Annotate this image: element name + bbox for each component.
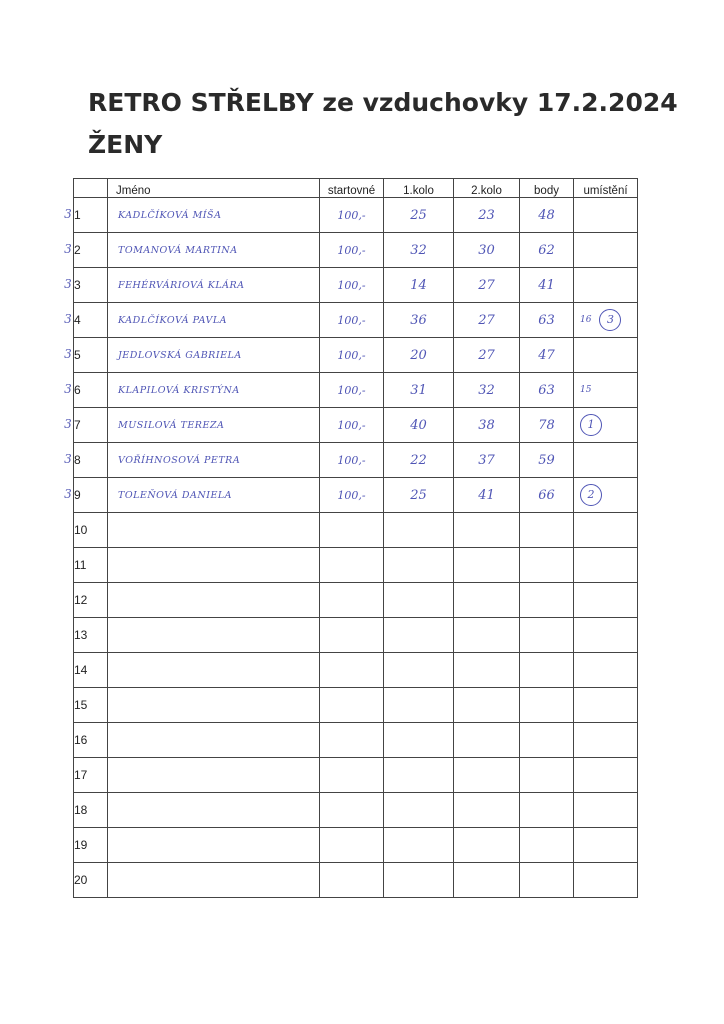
row-number: 15 <box>74 688 108 723</box>
round2-cell <box>454 618 520 653</box>
table-row <box>74 443 638 478</box>
name-cell: TOMANOVÁ MARTINA <box>108 233 320 268</box>
place-cell <box>574 198 638 233</box>
col-header-points: body <box>520 179 574 198</box>
paid-tick-mark: 3 <box>64 312 72 326</box>
fee-cell: 100,- <box>320 373 384 408</box>
paid-tick-mark: 3 <box>64 382 72 396</box>
round2-cell: 27 <box>454 303 520 338</box>
row-number: 2 <box>74 233 108 268</box>
row-number: 9 <box>74 478 108 513</box>
category-title: ŽENY <box>88 130 163 159</box>
table-row <box>74 478 638 513</box>
col-header-number <box>74 179 108 198</box>
points-cell <box>520 688 574 723</box>
fee-cell: 100,- <box>320 408 384 443</box>
round2-cell <box>454 723 520 758</box>
row-number: 11 <box>74 548 108 583</box>
paid-tick-mark: 3 <box>64 417 72 431</box>
name-cell <box>108 828 320 863</box>
row-number: 8 <box>74 443 108 478</box>
name-cell <box>108 723 320 758</box>
round1-cell: 14 <box>384 268 454 303</box>
round1-cell: 36 <box>384 303 454 338</box>
round2-cell: 37 <box>454 443 520 478</box>
fee-cell: 100,- <box>320 478 384 513</box>
round1-cell: 25 <box>384 478 454 513</box>
row-number: 5 <box>74 338 108 373</box>
round2-cell: 23 <box>454 198 520 233</box>
name-cell: KADLČÍKOVÁ MÍŠA <box>108 198 320 233</box>
fee-cell <box>320 723 384 758</box>
fee-cell: 100,- <box>320 198 384 233</box>
table-row <box>74 828 638 863</box>
points-cell: 41 <box>520 268 574 303</box>
points-cell <box>520 723 574 758</box>
paid-tick-mark: 3 <box>64 347 72 361</box>
row-number: 12 <box>74 583 108 618</box>
place-note: 16 <box>580 315 592 325</box>
place-cell <box>574 653 638 688</box>
name-cell <box>108 793 320 828</box>
fee-cell: 100,- <box>320 338 384 373</box>
table-row <box>74 653 638 688</box>
fee-cell <box>320 758 384 793</box>
row-number: 10 <box>74 513 108 548</box>
row-number: 4 <box>74 303 108 338</box>
round2-cell <box>454 793 520 828</box>
points-cell <box>520 618 574 653</box>
name-cell: KLAPILOVÁ KRISTÝNA <box>108 373 320 408</box>
round2-cell <box>454 513 520 548</box>
table-row <box>74 303 638 338</box>
round1-cell <box>384 548 454 583</box>
round1-cell: 40 <box>384 408 454 443</box>
fee-cell: 100,- <box>320 443 384 478</box>
name-cell: FEHÉRVÁRIOVÁ KLÁRA <box>108 268 320 303</box>
round2-cell: 27 <box>454 338 520 373</box>
row-number: 6 <box>74 373 108 408</box>
paid-tick-mark: 3 <box>64 487 72 501</box>
header-row <box>74 179 638 198</box>
name-cell: MUSILOVÁ TEREZA <box>108 408 320 443</box>
round1-cell <box>384 758 454 793</box>
round2-cell <box>454 583 520 618</box>
name-cell: VOŘÍHNOSOVÁ PETRA <box>108 443 320 478</box>
place-cell <box>574 268 638 303</box>
points-cell: 59 <box>520 443 574 478</box>
col-header-place: umístění <box>574 179 638 198</box>
points-cell: 63 <box>520 303 574 338</box>
round1-cell: 22 <box>384 443 454 478</box>
place-cell <box>574 793 638 828</box>
table-row <box>74 338 638 373</box>
round1-cell <box>384 793 454 828</box>
fee-cell <box>320 583 384 618</box>
table-row <box>74 583 638 618</box>
place-cell <box>574 408 638 443</box>
row-number: 1 <box>74 198 108 233</box>
place-cell <box>574 548 638 583</box>
row-number: 14 <box>74 653 108 688</box>
place-circle: 2 <box>580 484 602 506</box>
round1-cell <box>384 513 454 548</box>
table-row <box>74 373 638 408</box>
name-cell: JEDLOVSKÁ GABRIELA <box>108 338 320 373</box>
round2-cell <box>454 548 520 583</box>
points-cell <box>520 758 574 793</box>
name-cell <box>108 513 320 548</box>
table-row <box>74 758 638 793</box>
round1-cell <box>384 688 454 723</box>
place-note: 15 <box>580 385 592 395</box>
round2-cell <box>454 688 520 723</box>
results-table <box>73 178 638 898</box>
fee-cell <box>320 863 384 898</box>
place-cell <box>574 758 638 793</box>
place-cell <box>574 233 638 268</box>
place-cell <box>574 338 638 373</box>
fee-cell: 100,- <box>320 268 384 303</box>
place-cell <box>574 443 638 478</box>
place-cell <box>574 513 638 548</box>
points-cell: 48 <box>520 198 574 233</box>
place-cell <box>574 478 638 513</box>
table-row <box>74 513 638 548</box>
table-row <box>74 548 638 583</box>
name-cell <box>108 653 320 688</box>
table-row <box>74 198 638 233</box>
table-row <box>74 408 638 443</box>
points-cell <box>520 793 574 828</box>
fee-cell: 100,- <box>320 233 384 268</box>
round1-cell: 32 <box>384 233 454 268</box>
row-number: 19 <box>74 828 108 863</box>
round1-cell <box>384 828 454 863</box>
fee-cell <box>320 618 384 653</box>
col-header-round1: 1.kolo <box>384 179 454 198</box>
name-cell <box>108 618 320 653</box>
points-cell <box>520 828 574 863</box>
name-cell: KADLČÍKOVÁ PAVLA <box>108 303 320 338</box>
table-row <box>74 793 638 828</box>
row-number: 13 <box>74 618 108 653</box>
round2-cell <box>454 758 520 793</box>
place-cell <box>574 618 638 653</box>
points-cell: 66 <box>520 478 574 513</box>
col-header-name: Jméno <box>108 179 320 198</box>
points-cell <box>520 863 574 898</box>
round2-cell <box>454 863 520 898</box>
table-row <box>74 723 638 758</box>
fee-cell <box>320 653 384 688</box>
points-cell: 78 <box>520 408 574 443</box>
name-cell <box>108 583 320 618</box>
fee-cell <box>320 688 384 723</box>
paid-tick-mark: 3 <box>64 277 72 291</box>
place-circle: 1 <box>580 414 602 436</box>
place-cell <box>574 303 638 338</box>
row-number: 18 <box>74 793 108 828</box>
place-cell <box>574 583 638 618</box>
points-cell <box>520 548 574 583</box>
fee-cell <box>320 548 384 583</box>
round1-cell <box>384 583 454 618</box>
name-cell <box>108 688 320 723</box>
event-title: RETRO STŘELBY ze vzduchovky 17.2.2024 <box>88 88 678 117</box>
paid-tick-mark: 3 <box>64 207 72 221</box>
points-cell: 62 <box>520 233 574 268</box>
table-row <box>74 268 638 303</box>
points-cell <box>520 653 574 688</box>
place-circle: 3 <box>599 309 621 331</box>
row-number: 7 <box>74 408 108 443</box>
round2-cell: 41 <box>454 478 520 513</box>
round2-cell <box>454 653 520 688</box>
round1-cell <box>384 723 454 758</box>
name-cell <box>108 548 320 583</box>
fee-cell <box>320 793 384 828</box>
round1-cell: 31 <box>384 373 454 408</box>
round2-cell <box>454 828 520 863</box>
points-cell: 63 <box>520 373 574 408</box>
points-cell <box>520 513 574 548</box>
round2-cell: 38 <box>454 408 520 443</box>
place-cell <box>574 863 638 898</box>
round2-cell: 30 <box>454 233 520 268</box>
row-number: 20 <box>74 863 108 898</box>
round2-cell: 32 <box>454 373 520 408</box>
name-cell <box>108 863 320 898</box>
col-header-fee: startovné <box>320 179 384 198</box>
place-cell <box>574 688 638 723</box>
round1-cell: 25 <box>384 198 454 233</box>
table-row <box>74 688 638 723</box>
table-row <box>74 618 638 653</box>
points-cell: 47 <box>520 338 574 373</box>
round1-cell <box>384 618 454 653</box>
points-cell <box>520 583 574 618</box>
fee-cell <box>320 513 384 548</box>
table-row <box>74 233 638 268</box>
paid-tick-mark: 3 <box>64 452 72 466</box>
place-cell <box>574 828 638 863</box>
fee-cell: 100,- <box>320 303 384 338</box>
fee-cell <box>320 828 384 863</box>
row-number: 16 <box>74 723 108 758</box>
round1-cell <box>384 653 454 688</box>
name-cell: TOLEŇOVÁ DANIELA <box>108 478 320 513</box>
round1-cell <box>384 863 454 898</box>
round2-cell: 27 <box>454 268 520 303</box>
row-number: 17 <box>74 758 108 793</box>
page-title <box>88 86 678 162</box>
row-number: 3 <box>74 268 108 303</box>
round1-cell: 20 <box>384 338 454 373</box>
col-header-round2: 2.kolo <box>454 179 520 198</box>
paid-tick-mark: 3 <box>64 242 72 256</box>
place-cell <box>574 723 638 758</box>
table-row <box>74 863 638 898</box>
place-cell <box>574 373 638 408</box>
name-cell <box>108 758 320 793</box>
